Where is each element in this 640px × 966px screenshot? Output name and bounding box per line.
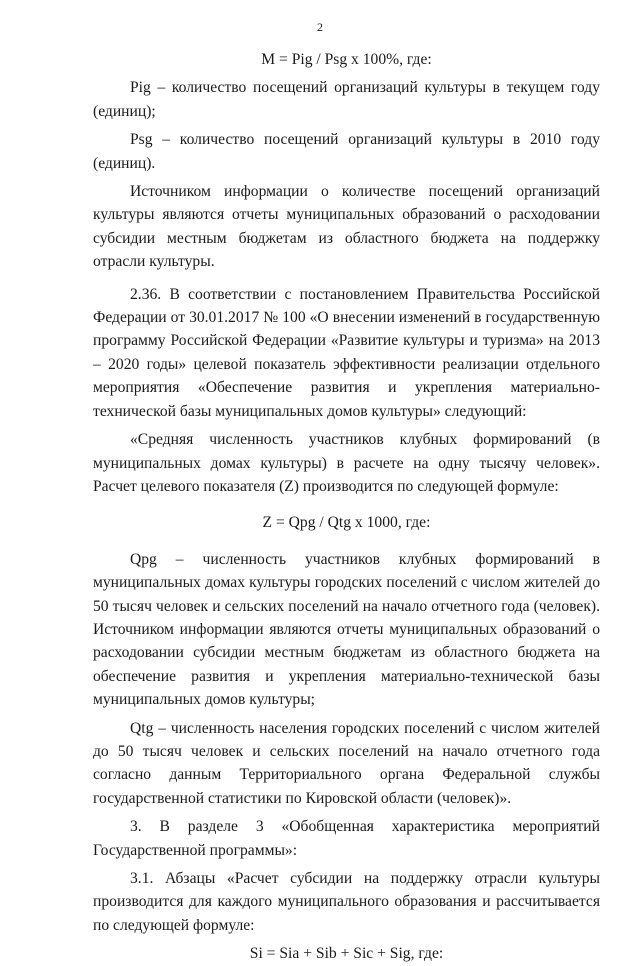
formula-z: Z = Qpg / Qtg x 1000, где: xyxy=(262,514,431,532)
section-3-paragraph: 3. В разделе 3 «Обобщенная характеристика мероприятий Государственной программы»: xyxy=(93,818,600,859)
info-source-paragraph: Источником информации о количестве посещений организаций культуры являются отчеты муниципальных образований о расходовании субсидии местным бюджетам из областного бюджета на поддержку отрасли культуры. xyxy=(93,183,600,271)
section-3-1-paragraph: 3.1. Абзацы «Расчет субсидии на поддержку отрасли культуры производится для каждого муниципального образования и рассчитывается по следующей формуле: xyxy=(93,870,600,934)
definition-psg: Psg – количество посещений организаций культуры в 2010 году (единиц). xyxy=(93,131,600,172)
section-2-36-paragraph: 2.36. В соответствии с постановлением Правительства Российской Федерации от 30.01.2017 № 100 «О внесении изменений в государственную программу Российской Федерации «Развитие культуры и туризма» на 2013 – 2020 годы» целевой показатель эффективности реализации отдельного мероприятия «Обеспечение развития и укрепления материально-технической базы муниципальных домов культуры» следующий: xyxy=(93,285,600,420)
definition-pig: Pig – количество посещений организаций культуры в текущем году (единиц); xyxy=(93,79,600,120)
formula-m: M = Pig / Psg x 100%, где: xyxy=(261,51,432,68)
document-body xyxy=(93,48,600,966)
definition-qtg: Qtg – численность населения городских поселений с числом жителей до 50 тысяч человек и сельских поселений на начало отчетного года согласно данным Территориального органа Федеральной службы государственной статистики по Кировской области (человек)». xyxy=(93,719,600,807)
definition-qpg: Qpg – численность участников клубных формирований в муниципальных домах культуры городских поселений с числом жителей до 50 тысяч человек и сельских поселений на начало отчетного года (человек). Источником информации являются отчеты муниципальных образований о расходовании субсидии местным бюджетам из областного бюджета на обеспечение развития и укрепления материально-технической базы муниципальных домов культуры; xyxy=(93,550,600,709)
page-number: 2 xyxy=(317,20,323,34)
indicator-name-paragraph: «Средняя численность участников клубных формирований (в муниципальных домах культуры) в расчете на одну тысячу человек». Расчет целевого показателя (Z) производится по следующей формуле: xyxy=(93,431,600,495)
formula-si: Si = Sia + Sib + Sic + Sig, где: xyxy=(249,945,444,963)
